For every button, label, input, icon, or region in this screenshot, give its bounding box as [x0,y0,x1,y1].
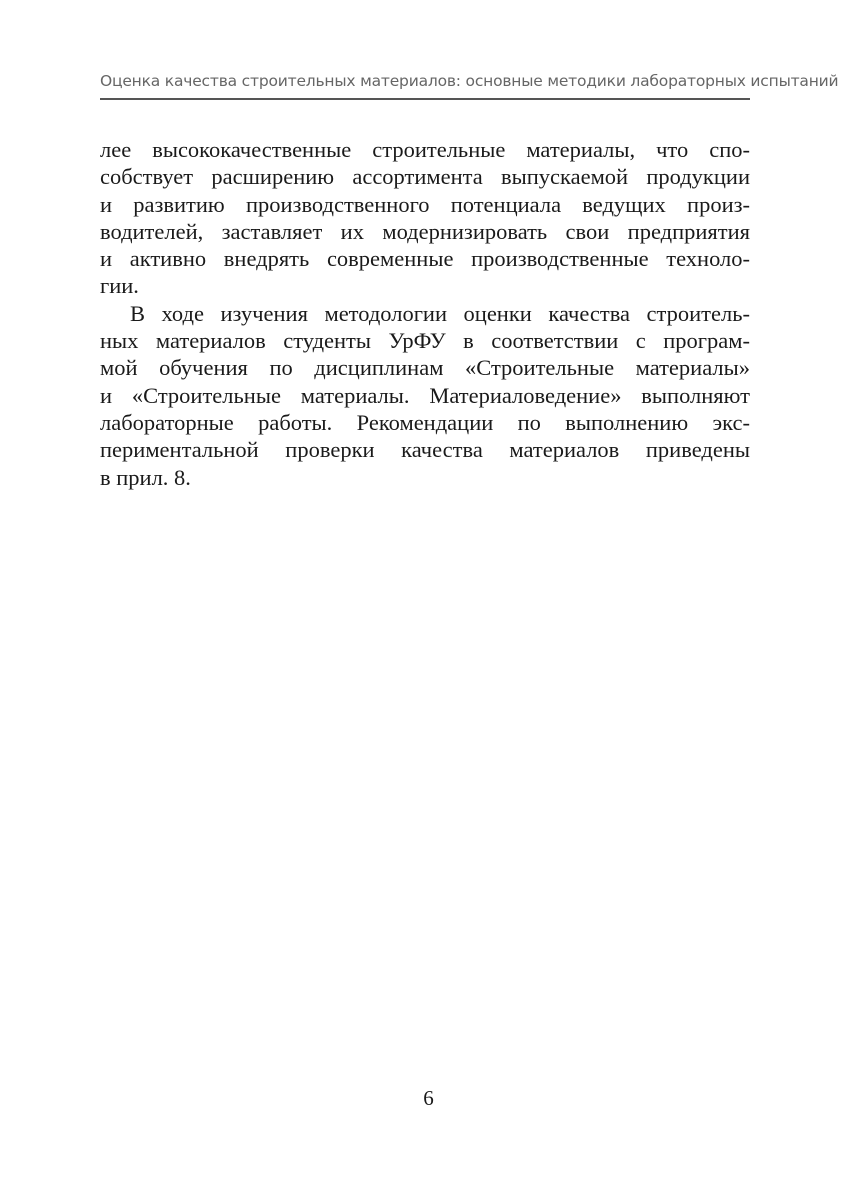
text-line: ных материалов студенты УрФУ в соответствии с програм- [100,328,750,354]
text-line: и развитию производственного потенциала ведущих произ- [100,191,750,217]
header-divider [100,98,750,100]
text-line: в прил. 8. [100,464,191,490]
paragraph-2 [100,300,750,491]
page-number: 6 [423,1086,434,1110]
paragraph-1 [100,136,750,300]
text-line: периментальной проверки качества материалов приведены [100,437,750,463]
text-line: лабораторные работы. Рекомендации по выполнению экс- [100,409,750,435]
text-line: водителей, заставляет их модернизировать свои предприятия [100,218,750,244]
text-line: и активно внедрять современные производственные техноло- [100,246,750,272]
running-header: Оценка качества строительных материалов: основные методики лабораторных испытаний [100,72,839,90]
text-line: мой обучения по дисциплинам «Строительные материалы» [100,355,750,381]
text-line: лее высококачественные строительные материалы, что спо- [100,137,750,162]
text-line: и «Строительные материалы. Материаловедение» выполняют [100,382,750,408]
text-line: собствует расширению ассортимента выпускаемой продукции [100,164,750,190]
body-text [100,136,750,491]
text-line: гии. [100,273,139,299]
text-line: В ходе изучения методологии оценки качества строитель- [130,300,750,326]
